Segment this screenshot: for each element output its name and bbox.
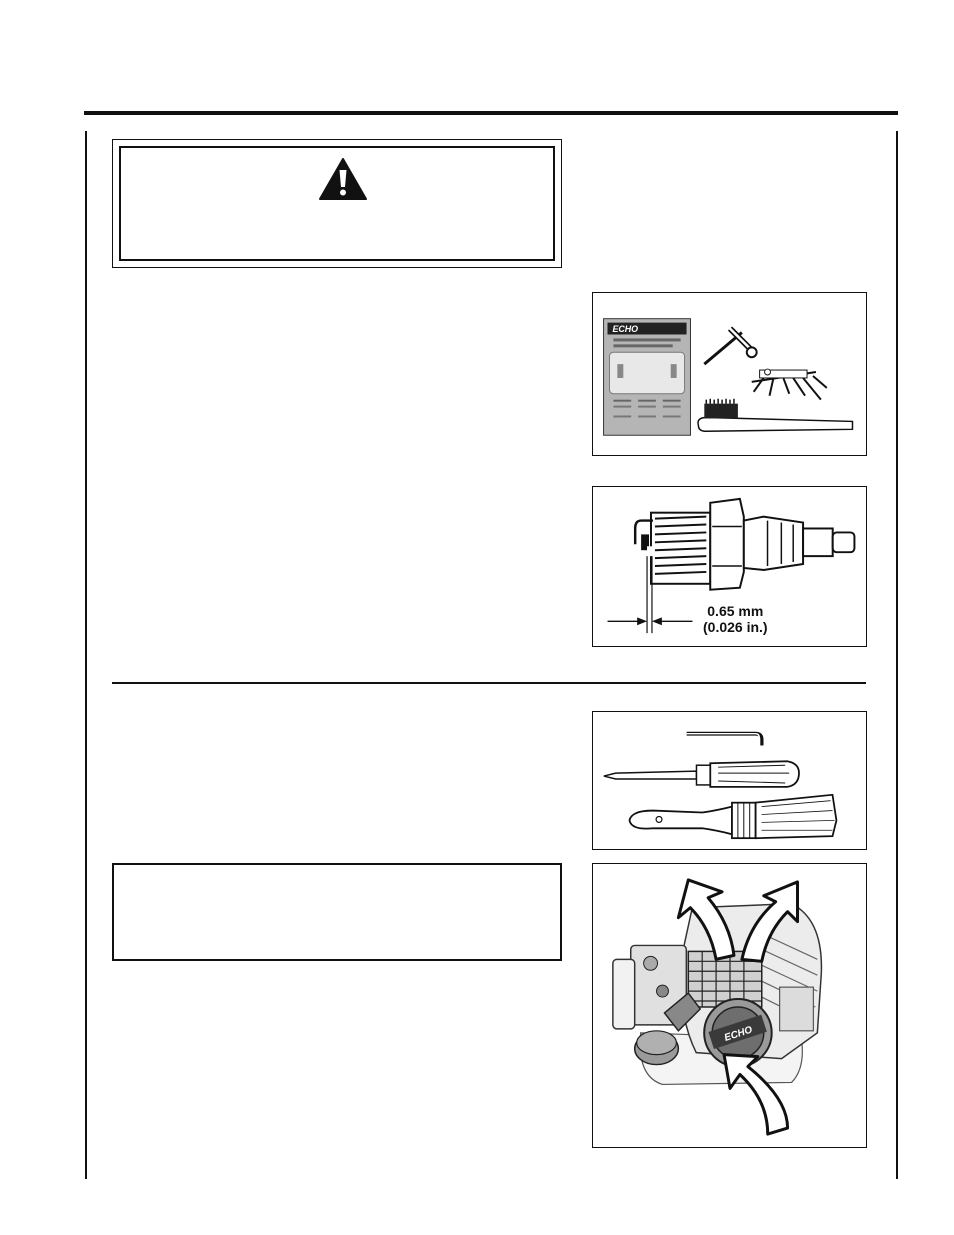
kit-brand-logo: ECHO: [612, 324, 639, 335]
gap-measurement-label: [703, 603, 768, 635]
note-box: [112, 863, 562, 961]
gap-imperial-value: (0.026 in.): [703, 619, 768, 635]
engine-brand-logo: ECHO: [723, 1024, 754, 1044]
header-rule: [84, 111, 898, 115]
warning-box-inner: [119, 146, 555, 261]
engine-illustration: [593, 864, 866, 1147]
gap-metric-value: 0.65 mm: [707, 603, 764, 619]
right-margin-line: [896, 131, 898, 1179]
warning-triangle-icon: [319, 158, 367, 200]
spark-plug-gap-figure: [592, 486, 867, 647]
spark-plug-kit-figure: [592, 292, 867, 456]
left-margin-line: [85, 131, 87, 1179]
engine-airflow-figure: [592, 863, 867, 1148]
tool-kit-illustration: [593, 293, 866, 455]
cleaning-tools-figure: [592, 711, 867, 850]
tools-illustration: [593, 712, 866, 849]
warning-box: [112, 139, 562, 268]
section-divider: [112, 682, 866, 684]
